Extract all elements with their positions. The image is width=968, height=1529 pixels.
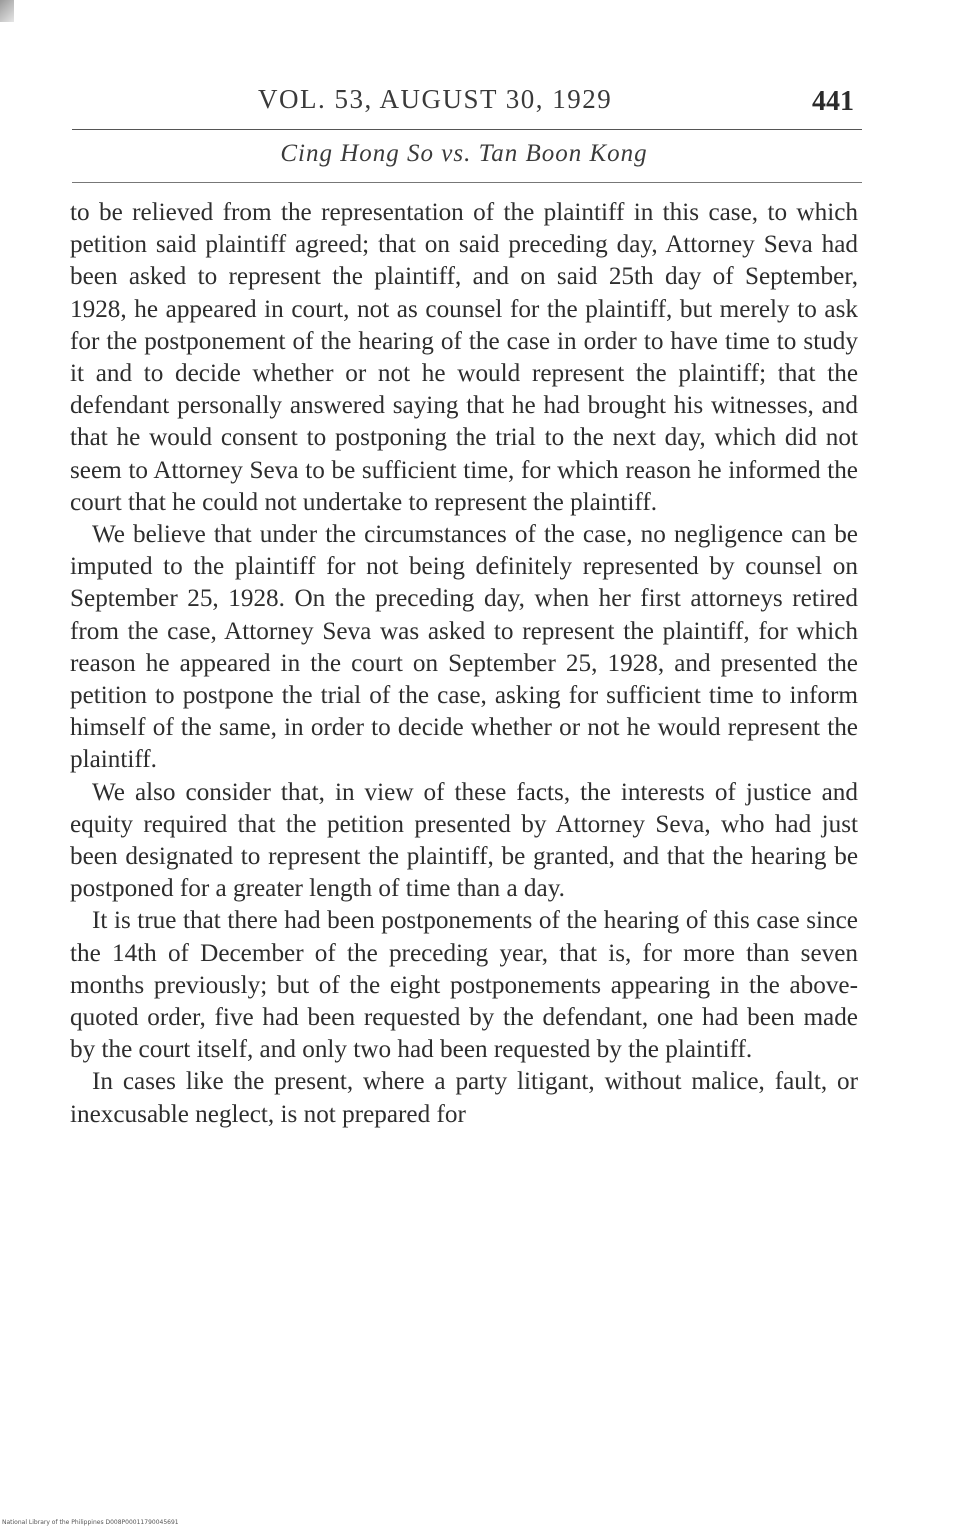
paragraph-5: In cases like the present, where a party litigant, without malice, fault, or inexcusable neglect, is not prepared for — [70, 1068, 858, 1128]
paragraph-4: It is true that there had been postponements of the hearing of this case since the 14th of December of the preceding year, that is, for more than seven months previously; but of the eight postponements appearing in the above-quoted order, five had been requested by the defendant, one had been made by the court itself, and only two had been requested by the plaintiff. — [70, 907, 858, 1064]
scan-edge-mark — [0, 0, 14, 22]
page-number: 441 — [812, 86, 854, 117]
body-text — [70, 197, 858, 1131]
library-source-footer: National Library of the Philippines D008P00011790045691 — [2, 1519, 179, 1526]
paragraph-3: We also consider that, in view of these facts, the interests of justice and equity required that the petition presented by Attorney Seva, who had just been designated to represent the plaintiff, be granted, and that the hearing be postponed for a greater length of time than a day. — [70, 778, 858, 903]
paragraph-2: We believe that under the circumstances of the case, no negligence can be imputed to the plaintiff for not being definitely represented by counsel on September 25, 1928. On the preceding day, when her first attorneys retired from the case, Attorney Seva was asked to represent the plaintiff, for which reason he appeared in the court on September 25, 1928, and presented the petition to postpone the trial of the case, asking for sufficient time to inform himself of the same, in order to decide whether or not he would represent the plaintiff. — [70, 521, 858, 774]
volume-date-line: VOL. 53, AUGUST 30, 1929 — [258, 84, 613, 114]
case-title: Cing Hong So vs. Tan Boon Kong — [280, 140, 648, 167]
header-rule-bottom — [72, 182, 862, 183]
header-rule-top — [72, 129, 862, 130]
running-head — [0, 80, 968, 120]
paragraph-1: to be relieved from the representation of the plaintiff in this case, to which petition said plaintiff agreed; that on said preceding day, Attorney Seva had been asked to represent the plaintiff, and on said 25th day of September, 1928, he appeared in court, not as counsel for the plaintiff, but merely to ask for the postponement of the hearing of the case in order to have time to study it and to decide whether or not he would represent the plaintiff; that the defendant personally answered saying that he had brought his witnesses, and that he would consent to postponing the trial to the next day, which did not seem to Attorney Seva to be sufficient time, for which reason he informed the court that he could not undertake to represent the plaintiff. — [70, 199, 858, 516]
